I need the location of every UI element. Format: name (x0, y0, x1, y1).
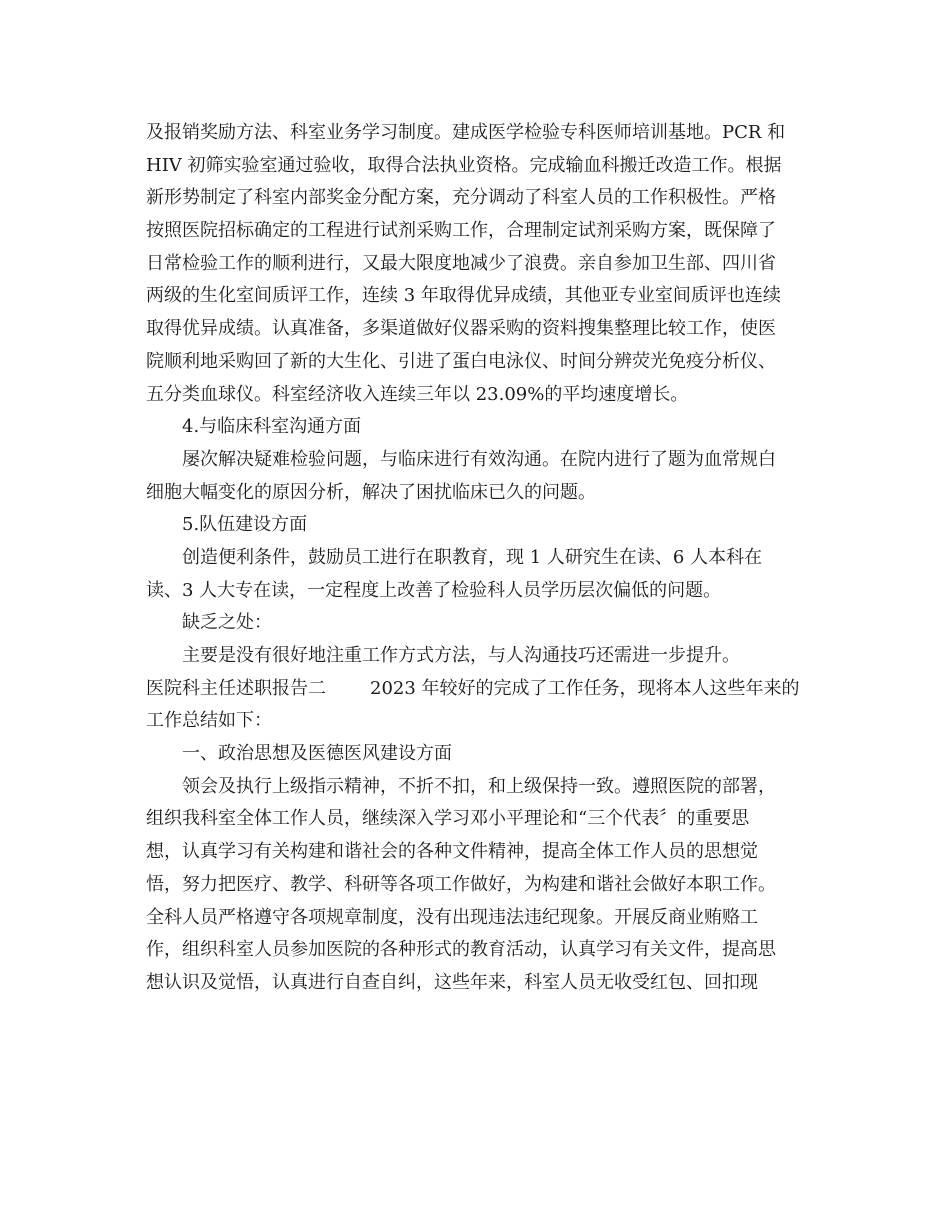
text-line: 细胞大幅变化的原因分析，解决了困扰临床已久的问题。 (146, 481, 596, 503)
text-line: 组织我科室全体工作人员，继续深入学习邓小平理论和“三个代表〞的重要思 (146, 808, 750, 830)
text-line: 及报销奖励方法、科室业务学习制度。建成医学检验专科医师培训基地。PCR 和 (146, 122, 786, 143)
text-line: 悟，努力把医疗、教学、科研等各项工作做好，为构建和谐社会做好本职工作。 (146, 873, 776, 895)
section-heading-political: 一、政治思想及医德医风建设方面 (182, 743, 452, 765)
text-line: 按照医院招标确定的工程进行试剂采购工作，合理制定试剂采购方案，既保障了 (146, 220, 776, 242)
text-line: 作，组织科室人员参加医院的各种形式的教育活动，认真学习有关文件，提高思 (146, 939, 776, 961)
shortcoming-heading: 缺乏之处： (182, 612, 272, 634)
text-line: 取得优异成绩。认真准备，多渠道做好仪器采购的资料搜集整理比较工作，使医 (146, 318, 776, 340)
text-line: 领会及执行上级指示精神，不折不扣，和上级保持一致。遵照医院的部署， (182, 775, 776, 797)
text-line: 想认识及觉悟，认真进行自查自纠，这些年来，科室人员无收受红包、回扣现 (146, 971, 758, 993)
shortcoming-text: 主要是没有很好地注重工作方式方法，与人沟通技巧还需进一步提升。 (182, 645, 740, 666)
report-two-title: 医院科主任述职报告二 (146, 677, 326, 699)
report-two-intro: 2023 年较好的完成了工作任务，现将本人这些年来的 (370, 677, 800, 699)
text-line: 五分类血球仪。科室经济收入连续三年以 23.09%的平均速度增长。 (146, 383, 689, 405)
section-heading-communication: 4.与临床科室沟通方面 (182, 416, 362, 438)
report-two-intro-line (146, 673, 806, 706)
document-page (146, 117, 806, 1000)
text-line: 创造便利条件，鼓励员工进行在职教育，现 1 人研究生在读、6 人本科在 (182, 546, 763, 568)
text-line: 读、3 人大专在读，一定程度上改善了检验科人员学历层次偏低的问题。 (146, 579, 722, 601)
section-heading-team: 5.队伍建设方面 (182, 514, 308, 536)
text-line: 新形势制定了科室内部奖金分配方案，充分调动了科室人员的工作积极性。严格 (146, 187, 776, 209)
text-line: 两级的生化室间质评工作，连续 3 年取得优异成绩，其他亚专业室间质评也连续 (146, 285, 781, 307)
text-line: 全科人员严格遵守各项规章制度，没有出现违法违纪现象。开展反商业贿赂工 (146, 906, 758, 928)
text-line: 想，认真学习有关构建和谐社会的各种文件精神，提高全体工作人员的思想觉 (146, 841, 758, 863)
text-line: 院顺利地采购回了新的大生化、引进了蛋白电泳仪、时间分辨荧光免疫分析仪、 (146, 350, 776, 372)
text-line: 屡次解决疑难检验问题，与临床进行有效沟通。在院内进行了题为血常规白 (182, 448, 776, 470)
text-line: HIV 初筛实验室通过验收，取得合法执业资格。完成输血科搬迁改造工作。根据 (146, 154, 782, 176)
text-line: 日常检验工作的顺利进行，又最大限度地减少了浪费。亲自参加卫生部、四川省 (146, 252, 776, 274)
text-line: 工作总结如下： (146, 710, 272, 732)
